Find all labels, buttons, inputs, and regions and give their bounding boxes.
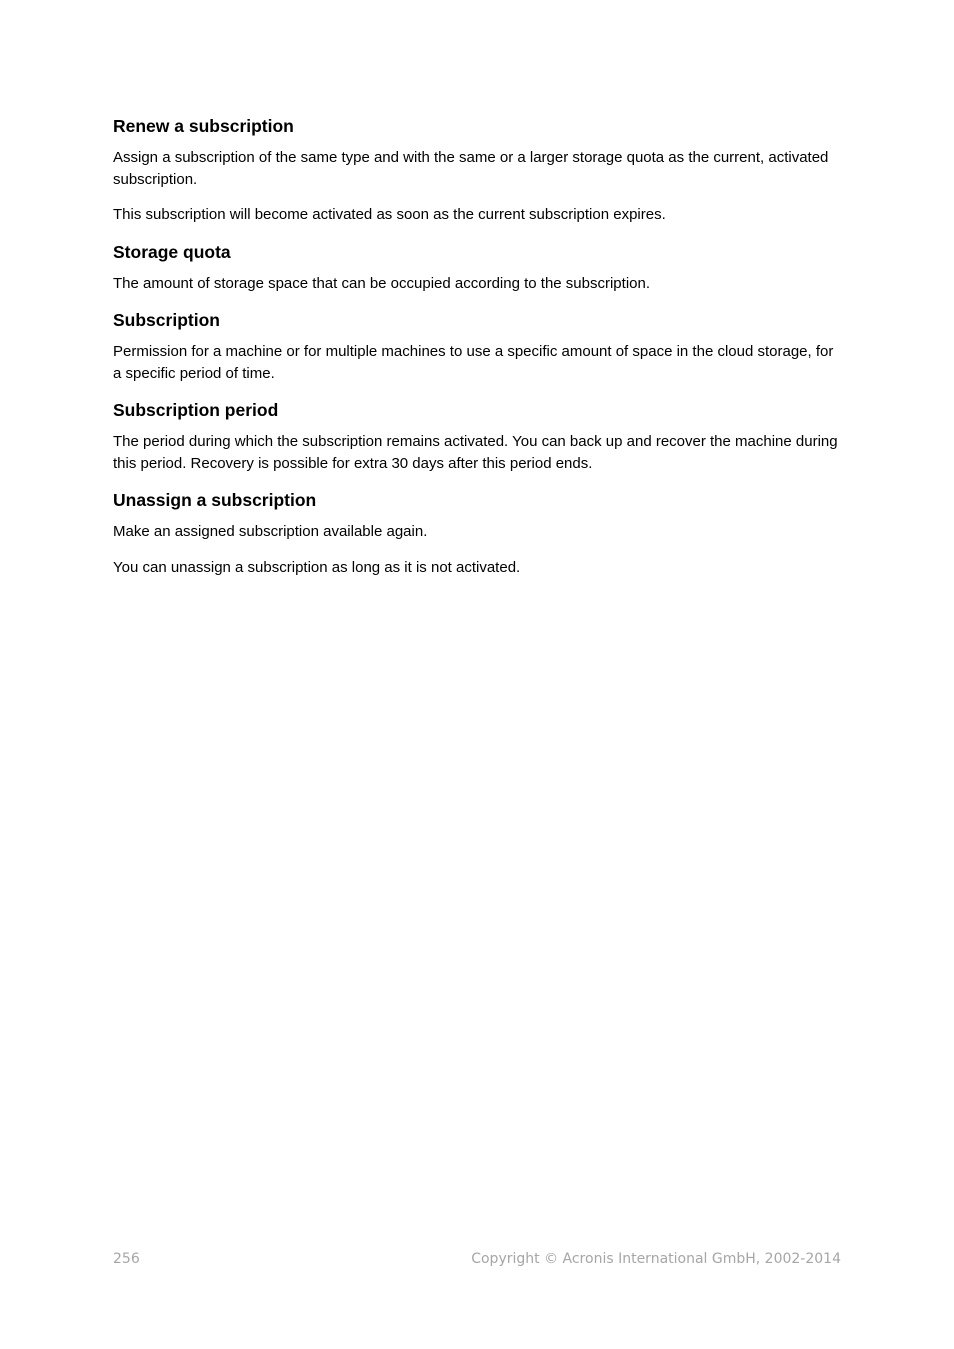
- entry-paragraph: You can unassign a subscription as long as it is not activated.: [113, 558, 521, 576]
- entry-paragraph: The period during which the subscription remains activated. You can back up and recover the machine during this period. Recovery is possible for extra 30 days after this period ends.: [113, 433, 838, 472]
- entry-paragraph: Permission for a machine or for multiple machines to use a specific amount of space in the cloud storage, for a specific period of time.: [113, 343, 834, 382]
- glossary-entry-subscription-period: [113, 398, 843, 474]
- glossary-entry-renew-subscription: [113, 114, 843, 226]
- entry-paragraph: Make an assigned subscription available again.: [113, 523, 428, 540]
- entry-heading: Subscription: [113, 310, 220, 330]
- entry-heading: Subscription period: [113, 400, 279, 420]
- page-footer: [113, 1251, 841, 1271]
- copyright-notice: Copyright © Acronis International GmbH, 2002-2014: [471, 1251, 841, 1267]
- entry-heading: Storage quota: [113, 241, 231, 262]
- page-number: 256: [113, 1251, 140, 1267]
- document-body: [113, 114, 843, 592]
- entry-paragraph: This subscription will become activated as soon as the current subscription expires.: [113, 206, 666, 223]
- entry-paragraph: The amount of storage space that can be occupied according to the subscription.: [113, 274, 650, 292]
- entry-paragraph: Assign a subscription of the same type and with the same or a larger storage quota as the current, activated subscription.: [113, 149, 829, 188]
- glossary-entry-subscription: [113, 308, 843, 384]
- glossary-entry-unassign-subscription: [113, 488, 843, 578]
- entry-heading: Unassign a subscription: [113, 490, 317, 510]
- glossary-entry-storage-quota: [113, 240, 843, 295]
- entry-heading: Renew a subscription: [113, 116, 294, 136]
